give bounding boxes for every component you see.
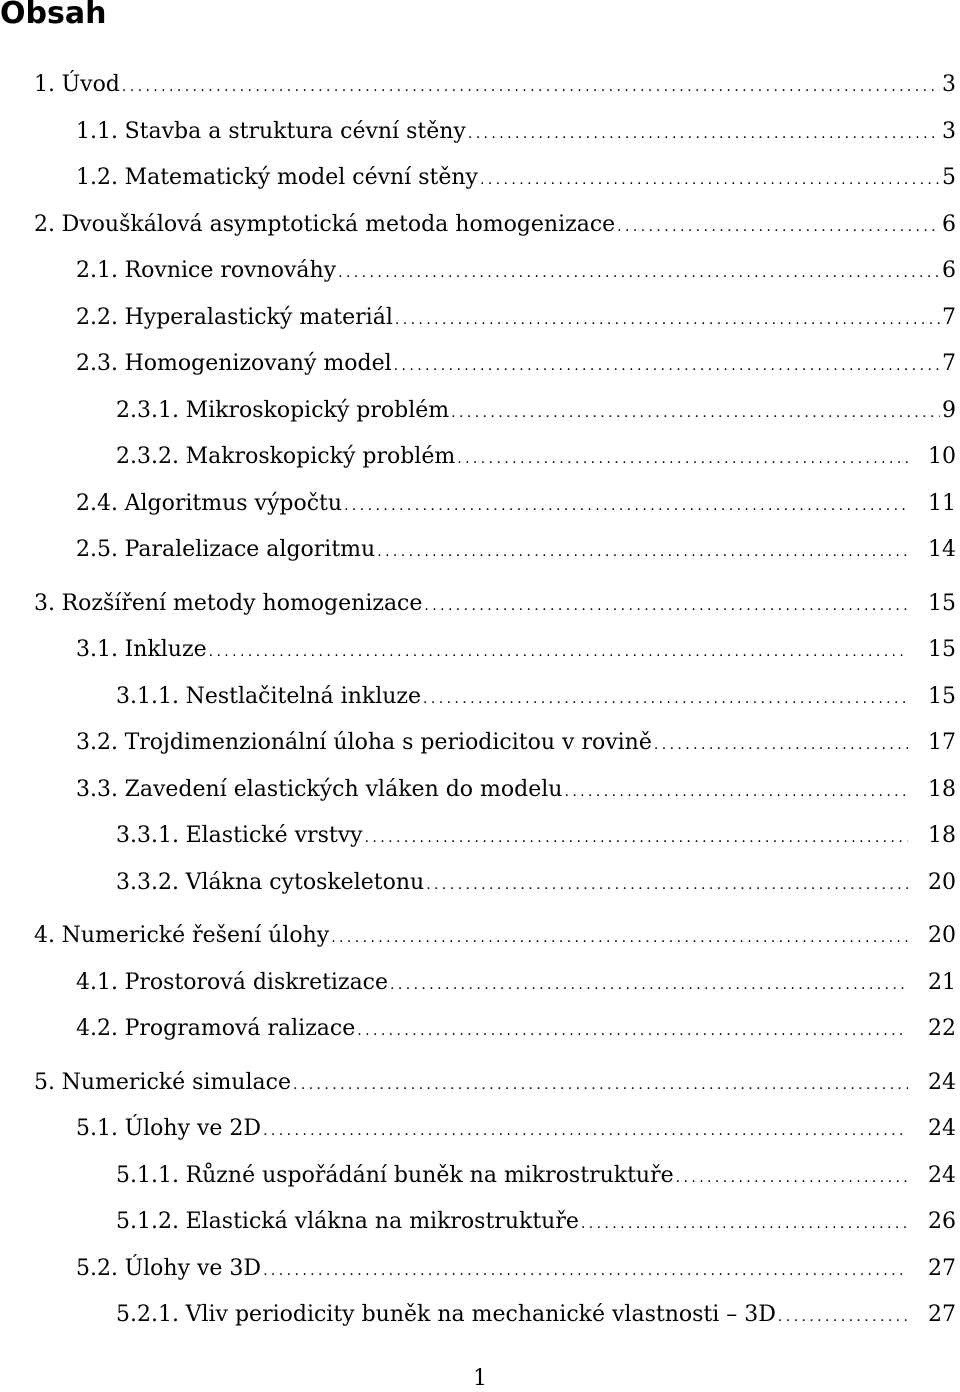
toc-entry-page: 3 xyxy=(942,72,956,97)
toc-dot-leader xyxy=(377,537,908,567)
toc-entry[interactable] xyxy=(76,635,960,665)
toc-entry-title: Rovnice rovnováhy xyxy=(124,258,337,283)
toc-dot-leader xyxy=(122,72,940,102)
toc-entry-page: 11 xyxy=(928,491,956,516)
toc-entry[interactable] xyxy=(116,868,960,898)
toc-entry[interactable] xyxy=(76,968,960,998)
toc-dot-leader xyxy=(395,305,940,335)
toc-dot-leader xyxy=(424,591,908,621)
toc-entry[interactable] xyxy=(34,1068,960,1098)
toc-entry[interactable] xyxy=(76,1254,960,1284)
toc-entry[interactable] xyxy=(34,921,960,951)
toc-entry-title: Vliv periodicity buněk na mechanické vlastnosti – 3D xyxy=(185,1302,776,1327)
toc-entry-number: 4.2. xyxy=(76,1016,118,1041)
toc-entry-title: Homogenizovaný model xyxy=(124,351,392,376)
toc-dot-leader xyxy=(263,1256,908,1286)
toc-entry-title: Mikroskopický problém xyxy=(185,398,450,423)
toc-entry-number: 2.5. xyxy=(76,537,118,562)
toc-dot-leader xyxy=(423,684,908,714)
toc-entry-title: Inkluze xyxy=(124,637,207,662)
toc-entry-page: 18 xyxy=(928,777,956,802)
toc-entry-page: 5 xyxy=(942,165,956,190)
toc-dot-leader xyxy=(331,923,908,953)
toc-entry-page: 3 xyxy=(942,119,956,144)
toc-entry-title: Matematický model cévní stěny xyxy=(124,165,478,190)
toc-dot-leader xyxy=(365,823,908,853)
toc-dot-leader xyxy=(468,119,940,149)
toc-entry[interactable] xyxy=(76,775,960,805)
toc-entry[interactable] xyxy=(76,303,960,333)
toc-entry[interactable] xyxy=(34,210,960,240)
toc-entry-number: 3.2. xyxy=(76,730,118,755)
toc-entry-page: 9 xyxy=(942,398,956,423)
toc-entry-page: 17 xyxy=(928,730,956,755)
toc-entry-page: 18 xyxy=(928,823,956,848)
toc-entry-title: Programová ralizace xyxy=(124,1016,356,1041)
toc-entry[interactable] xyxy=(76,256,960,286)
toc-entry-title: Hyperalastický materiál xyxy=(124,305,393,330)
toc-dot-leader xyxy=(676,1163,908,1193)
toc-entry-number: 5. xyxy=(34,1070,55,1095)
toc-entry-number: 2.3. xyxy=(76,351,118,376)
toc-entry[interactable] xyxy=(76,489,960,519)
toc-entry-number: 4.1. xyxy=(76,970,118,995)
toc-dot-leader xyxy=(394,351,940,381)
toc-entry-number: 2.2. xyxy=(76,305,118,330)
toc-entry-title: Makroskopický problém xyxy=(185,444,456,469)
toc-entry-title: Algoritmus výpočtu xyxy=(124,491,343,516)
toc-dot-leader xyxy=(654,730,908,760)
toc-dot-leader xyxy=(338,258,940,288)
toc-entry-title: Úvod xyxy=(61,72,120,97)
toc-entry-page: 27 xyxy=(928,1302,956,1327)
toc-entry[interactable] xyxy=(116,1300,960,1330)
toc-dot-leader xyxy=(778,1302,908,1332)
toc-entry[interactable] xyxy=(116,442,960,472)
toc-dot-leader xyxy=(263,1116,908,1146)
toc-entry-title: Numerické simulace xyxy=(61,1070,291,1095)
toc-entry[interactable] xyxy=(116,396,960,426)
toc-entry[interactable] xyxy=(76,728,960,758)
toc-entry-title: Trojdimenzionální úloha s periodicitou v rovině xyxy=(124,730,652,755)
toc-dot-leader xyxy=(457,444,908,474)
toc-entry-number: 2.3.2. xyxy=(116,444,179,469)
toc-entry-page: 7 xyxy=(942,351,956,376)
toc-entry-number: 3. xyxy=(34,591,55,616)
toc-dot-leader xyxy=(480,165,940,195)
toc-entry-number: 1.2. xyxy=(76,165,118,190)
toc-entry-page: 15 xyxy=(928,684,956,709)
toc-entry-page: 20 xyxy=(928,923,956,948)
toc-entry-page: 24 xyxy=(928,1163,956,1188)
toc-entry-title: Paralelizace algoritmu xyxy=(124,537,376,562)
toc-entry-number: 2.3.1. xyxy=(116,398,179,423)
toc-entry-title: Elastická vlákna na mikrostruktuře xyxy=(185,1209,579,1234)
toc-entry[interactable] xyxy=(116,1207,960,1237)
toc-dot-leader xyxy=(426,870,908,900)
toc-entry[interactable] xyxy=(76,163,960,193)
toc-entry-number: 2. xyxy=(34,212,55,237)
toc-entry[interactable] xyxy=(76,535,960,565)
toc-entry-page: 27 xyxy=(928,1256,956,1281)
toc-entry-title: Různé uspořádání buněk na mikrostruktuře xyxy=(185,1163,674,1188)
toc-entry-title: Vlákna cytoskeletonu xyxy=(185,870,425,895)
toc-entry-title: Stavba a struktura cévní stěny xyxy=(124,119,466,144)
toc-entry[interactable] xyxy=(116,1161,960,1191)
toc-entry-page: 6 xyxy=(942,212,956,237)
toc-dot-leader xyxy=(390,970,908,1000)
toc-entry-number: 3.3. xyxy=(76,777,118,802)
toc-entry-page: 26 xyxy=(928,1209,956,1234)
toc-entry[interactable] xyxy=(116,821,960,851)
toc-entry[interactable] xyxy=(76,1114,960,1144)
toc-entry-number: 1.1. xyxy=(76,119,118,144)
toc-dot-leader xyxy=(617,212,940,242)
toc-entry-number: 3.3.1. xyxy=(116,823,179,848)
toc-entry[interactable] xyxy=(76,117,960,147)
toc-entry-number: 2.4. xyxy=(76,491,118,516)
toc-entry-number: 2.1. xyxy=(76,258,118,283)
toc-entry-page: 24 xyxy=(928,1116,956,1141)
toc-entry-page: 15 xyxy=(928,591,956,616)
page-number: 1 xyxy=(473,1366,487,1391)
toc-heading: Obsah xyxy=(0,0,107,31)
toc-entry-number: 5.1.1. xyxy=(116,1163,179,1188)
toc-entry-number: 5.2.1. xyxy=(116,1302,179,1327)
toc-entry-title: Prostorová diskretizace xyxy=(124,970,389,995)
toc-entry-title: Zavedení elastických vláken do modelu xyxy=(124,777,563,802)
toc-entry-page: 22 xyxy=(928,1016,956,1041)
toc-entry-title: Rozšíření metody homogenizace xyxy=(61,591,423,616)
toc-dot-leader xyxy=(451,398,940,428)
toc-entry-number: 5.1.2. xyxy=(116,1209,179,1234)
toc-entry-number: 3.1. xyxy=(76,637,118,662)
toc-entry-page: 14 xyxy=(928,537,956,562)
toc-entry-title: Nestlačitelná inkluze xyxy=(185,684,422,709)
toc-entry-page: 21 xyxy=(928,970,956,995)
toc-dot-leader xyxy=(564,777,908,807)
toc-entry-page: 15 xyxy=(928,637,956,662)
toc-entry-number: 5.2. xyxy=(76,1256,118,1281)
toc-dot-leader xyxy=(209,637,908,667)
toc-entry[interactable] xyxy=(116,682,960,712)
toc-entry[interactable] xyxy=(34,589,960,619)
toc-dot-leader xyxy=(293,1070,908,1100)
toc-entry-page: 20 xyxy=(928,870,956,895)
toc-entry-page: 10 xyxy=(928,444,956,469)
toc-entry-number: 1. xyxy=(34,72,55,97)
toc-dot-leader xyxy=(344,491,908,521)
toc-entry-page: 7 xyxy=(942,305,956,330)
toc-dot-leader xyxy=(357,1016,908,1046)
toc-entry-title: Numerické řešení úlohy xyxy=(61,923,330,948)
toc-entry-title: Úlohy ve 2D xyxy=(124,1116,262,1141)
toc-entry-number: 3.1.1. xyxy=(116,684,179,709)
toc-entry-number: 3.3.2. xyxy=(116,870,179,895)
toc-entry[interactable] xyxy=(76,1014,960,1044)
toc-entry-title: Dvouškálová asymptotická metoda homogenizace xyxy=(61,212,616,237)
toc-entry-number: 5.1. xyxy=(76,1116,118,1141)
toc-dot-leader xyxy=(581,1209,908,1239)
toc-entry-title: Elastické vrstvy xyxy=(185,823,363,848)
toc-entry-number: 4. xyxy=(34,923,55,948)
toc-entry-page: 24 xyxy=(928,1070,956,1095)
toc-entry-page: 6 xyxy=(942,258,956,283)
toc-entry-title: Úlohy ve 3D xyxy=(124,1256,262,1281)
toc-entry[interactable] xyxy=(34,70,960,100)
toc-entry[interactable] xyxy=(76,349,960,379)
